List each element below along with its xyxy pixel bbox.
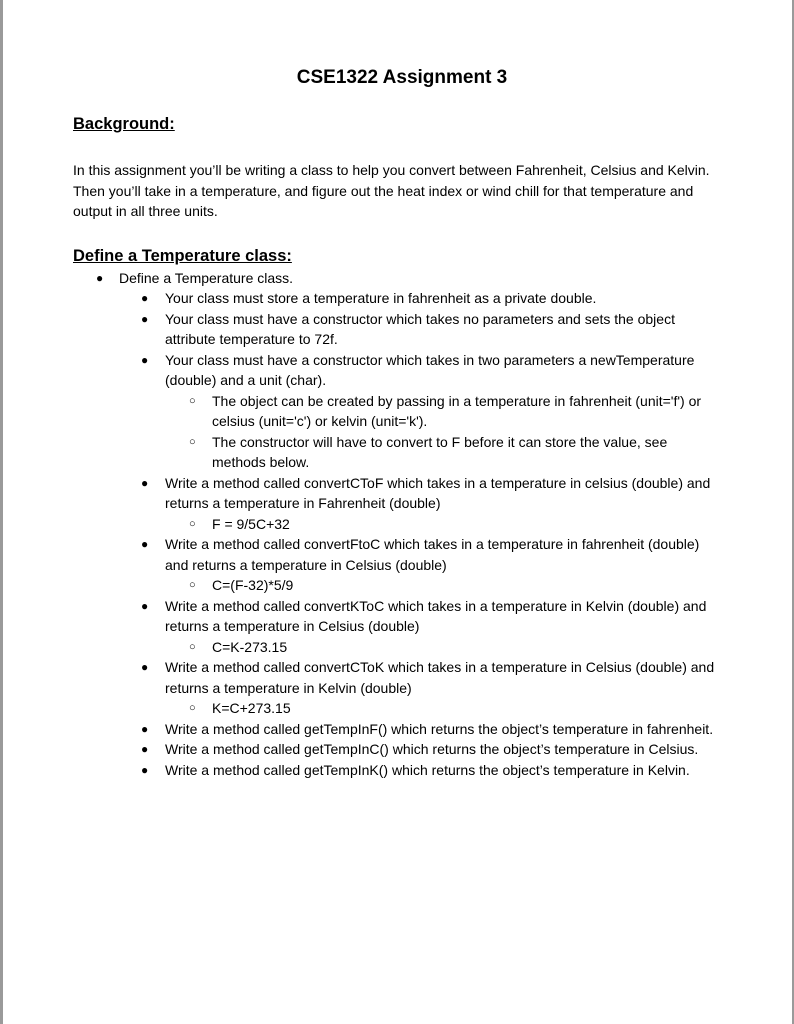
hollow-bullet-icon: ○ [189, 702, 196, 714]
list-item-text: The object can be created by passing in a temperature in fahrenheit (unit='f') or celsius (unit='c') or kelvin (unit='k'). [212, 392, 702, 429]
filled-bullet-icon: ● [141, 721, 149, 736]
page-edge-left [0, 0, 3, 1024]
requirements-subsublist [73, 637, 723, 658]
hollow-bullet-icon: ○ [189, 394, 196, 407]
list-item-text: Define a Temperature class. [119, 269, 294, 286]
list-item [73, 534, 723, 575]
requirements-sublist [73, 473, 723, 514]
list-item-text: Your class must store a temperature in fahrenheit as a private double. [165, 290, 597, 306]
filled-bullet-icon: ● [141, 742, 149, 756]
filled-bullet-icon: ● [141, 762, 149, 777]
filled-bullet-icon: ● [141, 311, 149, 326]
list-item-text: Write a method called convertFtoC which takes in a temperature in fahrenheit (double) and returns a temperature in Celsius (double) [165, 536, 700, 573]
hollow-bullet-icon: ○ [189, 579, 196, 591]
list-item [73, 350, 723, 391]
filled-bullet-icon: ● [141, 475, 149, 490]
filled-bullet-icon: ● [96, 270, 104, 285]
list-item-text: The constructor will have to convert to F before it can store the value, see methods below. [212, 433, 668, 470]
list-item [73, 268, 723, 289]
list-item-text: Write a method called getTempInC() which returns the object’s temperature in Celsius. [165, 741, 699, 757]
list-item-text: Your class must have a constructor which takes no parameters and sets the object attribute temperature to 72f. [165, 310, 675, 347]
list-item [73, 309, 723, 350]
list-item [73, 637, 723, 658]
list-item-text: Write a method called convertKToC which takes in a temperature in Kelvin (double) and returns a temperature in Celsius (double) [165, 597, 707, 634]
formula-text: C=(F-32)*5/9 [212, 577, 294, 593]
hollow-bullet-icon: ○ [189, 435, 196, 448]
requirements-sublist [73, 534, 723, 575]
filled-bullet-icon: ● [141, 291, 149, 305]
list-item [73, 575, 723, 596]
background-paragraph: In this assignment you’ll be writing a class to help you convert between Fahrenheit, Celsius and Kelvin. Then you’ll take in a temperature, and figure out the heat index or wind chill for that temperature and output in all three units. [73, 162, 710, 219]
requirements-sublist [73, 288, 723, 391]
list-item [73, 514, 723, 535]
list-item-text: Write a method called getTempInK() which returns the object’s temperature in Kelvin. [165, 761, 690, 778]
list-item [73, 739, 723, 760]
list-item [73, 719, 723, 740]
list-item [73, 432, 723, 473]
list-item-text: Your class must have a constructor which takes in two parameters a newTemperature (double) and a unit (char). [165, 351, 695, 388]
background-heading: Background: [73, 115, 175, 133]
list-item [73, 391, 723, 432]
list-item-text: Write a method called getTempInF() which returns the object’s temperature in fahrenheit. [165, 720, 714, 737]
requirements-list [73, 268, 723, 289]
hollow-bullet-icon: ○ [189, 517, 196, 530]
requirements-subsublist [73, 391, 723, 473]
list-item [73, 760, 723, 781]
filled-bullet-icon: ● [141, 352, 149, 367]
list-item [73, 596, 723, 637]
hollow-bullet-icon: ○ [189, 640, 196, 653]
temperature-class-heading: Define a Temperature class: [73, 246, 292, 265]
formula-text: C=K-273.15 [212, 638, 288, 655]
formula-text: K=C+273.15 [212, 700, 291, 716]
requirements-sublist [73, 719, 723, 781]
filled-bullet-icon: ● [141, 537, 149, 551]
list-item [73, 288, 723, 309]
requirements-subsublist [73, 514, 723, 535]
list-item [73, 473, 723, 514]
requirements-sublist [73, 596, 723, 637]
list-item-text: Write a method called convertCToK which takes in a temperature in Celsius (double) and returns a temperature in Kelvin (double) [165, 659, 715, 696]
requirements-subsublist [73, 575, 723, 596]
requirements-sublist [73, 657, 723, 698]
list-item [73, 698, 723, 719]
formula-text: F = 9/5C+32 [212, 515, 290, 532]
document-title: CSE1322 Assignment 3 [296, 67, 508, 88]
list-item [73, 657, 723, 698]
filled-bullet-icon: ● [141, 660, 149, 674]
requirements-subsublist [73, 698, 723, 719]
filled-bullet-icon: ● [141, 598, 149, 613]
list-item-text: Write a method called convertCToF which takes in a temperature in celsius (double) and returns a temperature in Fahrenheit (double) [165, 474, 711, 511]
document-body [73, 64, 723, 780]
